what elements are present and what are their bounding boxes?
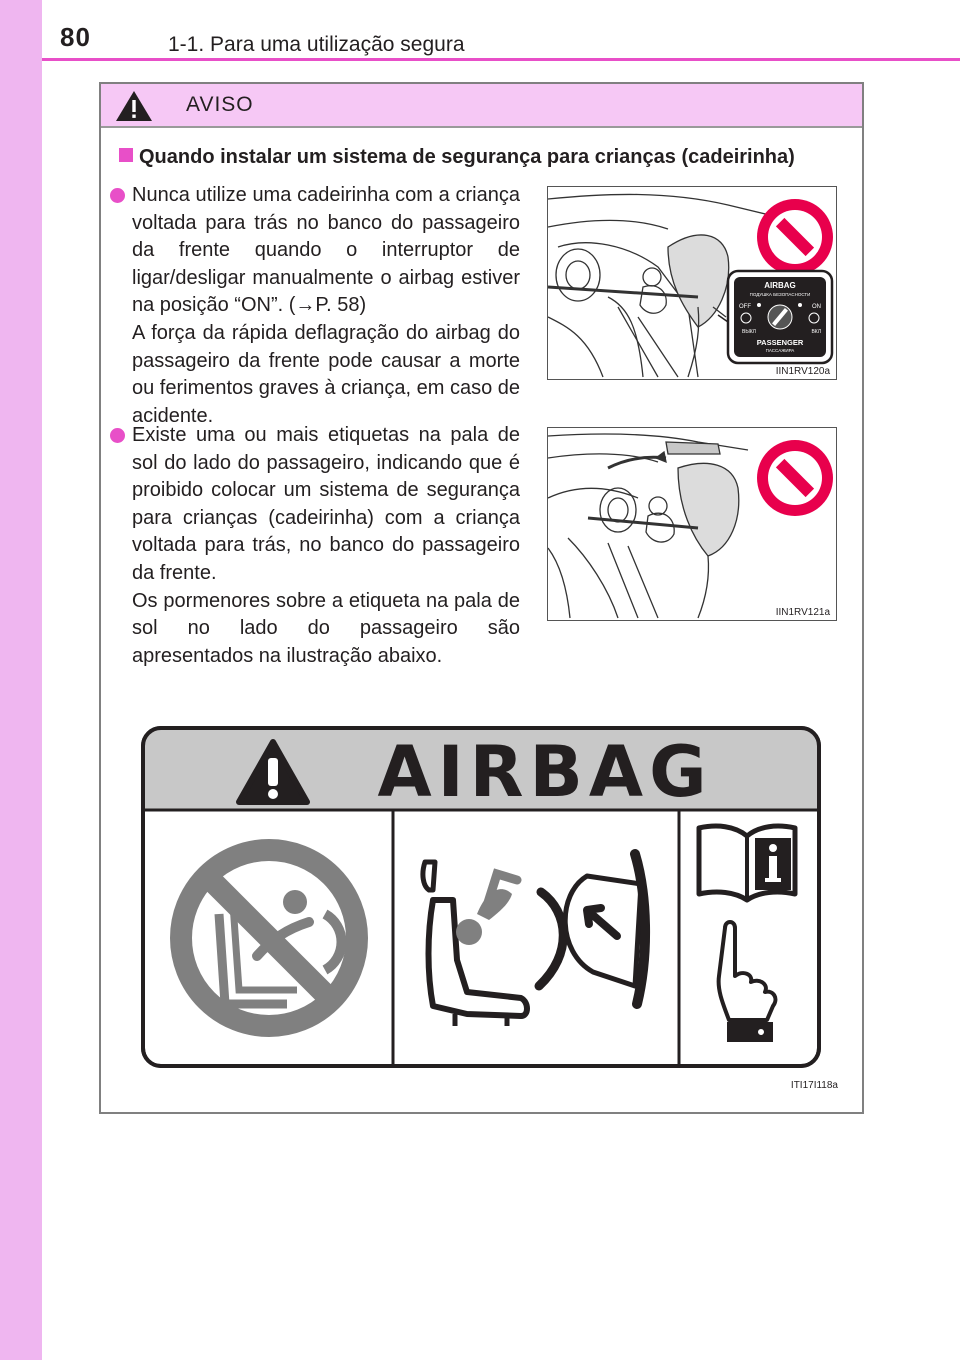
car-interior-illustration bbox=[548, 428, 836, 620]
bullet-paragraph: A força da rápida deflagração do airbag do passageiro da frente pode causar a morte ou ferimentos graves à criança, em caso de acidente. bbox=[132, 321, 520, 427]
warning-box bbox=[99, 82, 864, 1114]
switch-passenger-ru: ПАССАЖИРА bbox=[765, 348, 795, 353]
square-bullet-icon bbox=[119, 148, 133, 162]
section-title: 1-1. Para uma utilização segura bbox=[168, 33, 465, 56]
warning-triangle-icon bbox=[115, 90, 153, 122]
switch-passenger: PASSENGER bbox=[756, 338, 804, 347]
subheading-text: Quando instalar um sistema de segurança para crianças (cadeirinha) bbox=[139, 146, 795, 168]
page-number: 80 bbox=[60, 22, 91, 52]
round-bullet-icon bbox=[110, 188, 125, 203]
switch-on-ru: ВКЛ bbox=[811, 329, 821, 335]
airbag-label-title: AIRBAG bbox=[377, 731, 713, 813]
car-interior-illustration bbox=[548, 187, 836, 379]
switch-title-ru: ПОДУШКА БЕЗОПАСНОСТИ bbox=[749, 292, 811, 297]
prohibition-icon bbox=[757, 440, 833, 516]
prohibition-icon bbox=[757, 199, 833, 275]
warning-label: AVISO bbox=[186, 93, 254, 116]
switch-title: AIRBAG bbox=[764, 281, 796, 290]
figure-caption: IIN1RV120a bbox=[775, 366, 830, 377]
round-bullet-icon bbox=[110, 428, 125, 443]
airbag-label-illustration bbox=[137, 724, 861, 1096]
bullet-paragraph: Existe uma ou mais etiquetas na pala de sol do lado do passageiro, indicando que é proibido colocar um sistema de segurança para crianças (cadeirinha) com a criança voltada para trás, no banco do passageiro da frente. bbox=[132, 424, 520, 584]
bullet-paragraph: Nunca utilize uma cadeirinha com a criança voltada para trás no banco do passageiro da frente quando o interruptor de ligar/desligar manualmente o airbag estiver na posição “ON”. (→P. 58) bbox=[132, 184, 520, 317]
illustration-airbag-switch bbox=[547, 186, 837, 380]
warning-header bbox=[101, 84, 862, 128]
figure-caption: IIN1RV121a bbox=[775, 607, 830, 618]
airbag-switch-label bbox=[718, 271, 832, 363]
switch-off-label: OFF bbox=[739, 304, 751, 310]
list-item bbox=[132, 422, 520, 670]
side-tab-band bbox=[0, 0, 42, 1360]
bullet-paragraph: Os pormenores sobre a etiqueta na pala de sol no lado do passageiro são apresentados na ilustração abaixo. bbox=[132, 589, 520, 667]
warning-subheading bbox=[119, 146, 859, 169]
figure-caption: ITI17I118a bbox=[790, 1080, 838, 1091]
illustration-sun-visor bbox=[547, 427, 837, 621]
airbag-warning-label bbox=[137, 724, 861, 1096]
header-rule bbox=[42, 58, 960, 61]
list-item bbox=[132, 182, 520, 430]
switch-on-label: ON bbox=[812, 304, 821, 310]
switch-off-ru: ВЫКЛ bbox=[742, 329, 756, 335]
